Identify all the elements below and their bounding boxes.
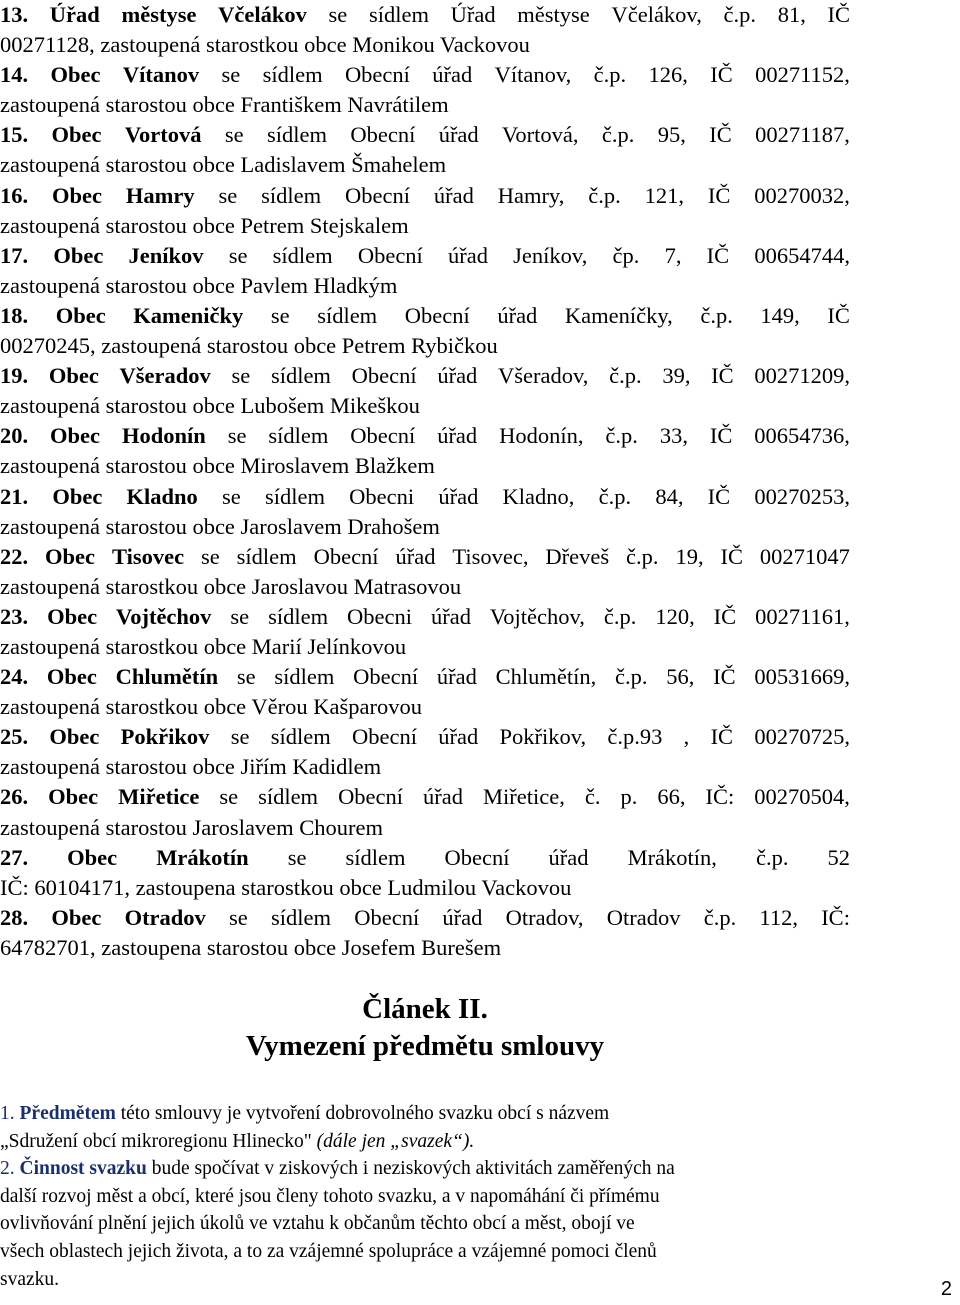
member-detail-word: IČ	[707, 182, 731, 208]
member-name-word: 25.	[0, 724, 29, 750]
paragraph-2-line: další rozvoj měst a obcí, které jsou členy tohoto svazku, a v napomáhání či přímému	[0, 1185, 660, 1207]
member-detail-word: č.p.	[626, 543, 659, 569]
member-detail-word: č.p.	[603, 603, 637, 629]
member-detail-word: úřad	[423, 784, 464, 810]
paragraph-2-line: všech oblastech jejich života, a to za vzájemné spolupráce a vzájemné pomoci členů	[0, 1240, 657, 1262]
member-name-word: městyse	[121, 2, 197, 27]
paragraph-2-line-1: bude spočívat v ziskových i neziskových aktivitách zaměřených na	[146, 1158, 675, 1180]
member-entry-line-2: zastoupená starostou obce Jaroslavem Drahošem	[0, 513, 440, 539]
member-detail-word: sídlem	[266, 122, 327, 148]
member-detail-word: IČ	[713, 664, 736, 690]
member-detail-word: 00654744,	[754, 242, 850, 268]
member-detail-word: sídlem	[262, 62, 323, 88]
member-detail-word: Úřad	[450, 2, 496, 27]
member-detail-word: 33,	[659, 423, 688, 449]
member-name-word: Obec	[50, 62, 101, 88]
member-detail-word: úřad	[497, 302, 538, 328]
member-detail-word: č.p.	[755, 844, 789, 870]
member-detail-word: sídlem	[317, 302, 378, 328]
member-name-word: Obec	[47, 603, 98, 629]
member-detail-word: 00271187,	[755, 122, 850, 148]
member-detail-word: IČ	[711, 363, 734, 389]
member-detail-word: městyse	[517, 2, 590, 27]
member-name-word: 21.	[0, 483, 29, 509]
member-detail-word: sídlem	[270, 363, 331, 389]
member-name-word: Obec	[49, 724, 100, 750]
member-detail-word: IČ	[720, 543, 743, 569]
member-name-word: 15.	[0, 122, 29, 148]
member-entry-line-1	[0, 782, 850, 812]
member-name-word: Obec	[51, 904, 102, 930]
paragraph-2-line: svazku.	[0, 1268, 60, 1290]
member-name-word: 22.	[0, 543, 29, 569]
member-entry-line-1	[0, 301, 850, 331]
member-detail-word: sídlem	[271, 904, 331, 930]
member-detail-word: 66,	[657, 784, 686, 810]
member-detail-word: úřad	[548, 844, 589, 870]
member-name-word: 18.	[0, 302, 29, 328]
member-detail-word: 00270032,	[754, 182, 850, 208]
member-detail-word: se	[224, 122, 244, 148]
member-detail-word: 126,	[648, 62, 688, 88]
member-detail-word: sídlem	[268, 603, 329, 629]
paragraph-1-number: 1.	[0, 1103, 20, 1124]
member-detail-word: úřad	[437, 363, 478, 389]
member-detail-word: se	[287, 844, 307, 870]
member-name-word: 14.	[0, 62, 29, 88]
member-detail-word: IČ	[709, 122, 732, 148]
member-detail-word: úřad	[442, 904, 483, 930]
member-name-word: Mrákotín	[156, 844, 249, 870]
member-name-word: 13.	[0, 2, 29, 27]
member-entry-line-2: zastoupená starostou obce Petrem Stejskalem	[0, 212, 409, 238]
member-detail-word: sídlem	[261, 182, 322, 208]
member-detail-word: IČ	[710, 724, 734, 750]
member-detail-word: Obecní	[354, 904, 420, 930]
member-detail-word: se	[231, 363, 251, 389]
member-detail-word: IČ	[710, 62, 733, 88]
member-detail-word: sídlem	[272, 242, 333, 268]
member-detail-word: Vojtěchov,	[489, 603, 585, 629]
member-name-word: 27.	[0, 844, 29, 870]
member-detail-word: se	[230, 724, 250, 750]
member-detail-word: Chlumětín,	[495, 664, 597, 690]
paragraph-2-line: ovlivňování plnění jejich úkolů ve vztahu k občanům těchto obcí a měst, obojí ve	[0, 1213, 635, 1235]
member-entry-line-2: zastoupená starostou obce Miroslavem Blažkem	[0, 453, 435, 479]
member-detail-word: 00271047	[759, 543, 850, 569]
member-name-word: 20.	[0, 423, 29, 449]
member-name-word: Tisovec	[111, 543, 185, 569]
member-name-word: Hodonín	[121, 423, 206, 449]
member-detail-word: Obecni	[349, 483, 415, 509]
member-detail-word: 39,	[662, 363, 691, 389]
member-name-word: Miřetice	[118, 784, 200, 810]
member-detail-word: č.p.	[598, 483, 632, 509]
paragraph-1-line-1	[0, 1100, 609, 1128]
member-name-word: Obec	[67, 844, 118, 870]
member-detail-word: 95,	[657, 122, 686, 148]
member-detail-word: se	[227, 423, 247, 449]
member-detail-word: p.	[620, 784, 638, 810]
member-detail-word: Jeníkov,	[513, 242, 588, 268]
member-detail-word: Obecní	[351, 724, 417, 750]
member-detail-word: č.p.	[703, 904, 737, 930]
member-detail-word: úřad	[438, 724, 479, 750]
member-detail-word: se	[229, 904, 248, 930]
member-detail-word: Včelákov,	[611, 2, 702, 27]
member-name-word: 17.	[0, 242, 29, 268]
member-detail-word: Miřetice,	[483, 784, 565, 810]
member-name-word: Vítanov	[122, 62, 200, 88]
member-detail-word: sídlem	[345, 844, 406, 870]
member-detail-word: Obecni	[347, 603, 413, 629]
member-detail-word: úřad	[432, 62, 473, 88]
article-heading: Článek II.	[362, 993, 488, 1025]
article-subheading: Vymezení předmětu smlouvy	[245, 1030, 605, 1062]
member-detail-word: Obecní	[353, 664, 419, 690]
member-detail-word: Obecní	[404, 302, 470, 328]
member-detail-word: č.p.	[614, 664, 648, 690]
member-entry-line-1	[0, 421, 850, 451]
member-name-word: Obec	[48, 363, 99, 389]
paragraph-2-number: 2.	[0, 1158, 20, 1180]
member-detail-word: IČ	[709, 423, 733, 449]
member-detail-word: IČ	[706, 242, 730, 268]
member-detail-word: IČ	[713, 603, 737, 629]
member-detail-word: 00531669,	[754, 664, 850, 690]
member-detail-word: sídlem	[264, 483, 325, 509]
member-detail-word: úřad	[436, 664, 477, 690]
member-detail-word: 120,	[655, 603, 695, 629]
member-detail-word: č.p.	[605, 423, 638, 449]
member-detail-word: se	[228, 242, 248, 268]
member-detail-word: 00271152,	[755, 62, 850, 88]
member-detail-word: se	[222, 483, 241, 509]
member-entry-line-1	[0, 241, 850, 271]
member-name-word: Obec	[50, 423, 101, 449]
member-detail-word: se	[219, 784, 239, 810]
member-detail-word: Obecní	[344, 182, 410, 208]
member-detail-word: Kladno,	[502, 483, 575, 509]
member-detail-word: sídlem	[270, 724, 331, 750]
member-name-word: Obec	[51, 122, 102, 148]
member-name-word: Obec	[46, 664, 97, 690]
member-name-word: Pokřikov	[120, 724, 210, 750]
member-detail-word: č.p.	[601, 122, 635, 148]
member-detail-word: sídlem	[274, 664, 335, 690]
member-entry-line-2: 00270245, zastoupená starostou obce Petrem Rybičkou	[0, 333, 498, 359]
member-entry-line-2: zastoupená starostkou obce Věrou Kašparovou	[0, 694, 422, 720]
member-detail-word: Mrákotín,	[627, 844, 717, 870]
member-detail-word: se	[218, 182, 238, 208]
member-name-word: 24.	[0, 664, 29, 690]
member-entry-line-2: zastoupená starostou obce Jiřím Kadidlem	[0, 754, 382, 780]
member-detail-word: 7,	[664, 242, 682, 268]
member-entry-line-2: zastoupená starostou obce Pavlem Hladkým	[0, 272, 398, 298]
member-detail-word: Obecní	[344, 62, 410, 88]
member-detail-word: Obecní	[350, 122, 416, 148]
member-entry-line-1	[0, 0, 850, 30]
member-detail-word: Obecní	[338, 784, 404, 810]
member-detail-word: sídlem	[236, 543, 297, 569]
member-detail-word: úřad	[437, 423, 478, 449]
member-entry-line-1	[0, 903, 850, 933]
member-name-word: Včelákov	[218, 2, 307, 27]
member-entry-line-2: 00271128, zastoupená starostkou obce Monikou Vackovou	[0, 32, 530, 58]
member-entry-line-2: IČ: 60104171, zastoupena starostkou obce Ludmilou Vackovou	[0, 874, 572, 900]
member-name-word: 19.	[0, 363, 29, 389]
member-detail-word: úřad	[438, 122, 479, 148]
member-detail-word: č.p.	[593, 62, 627, 88]
member-detail-word: 00270725,	[754, 724, 850, 750]
member-entry-line-1	[0, 482, 850, 512]
member-detail-word: 84,	[655, 483, 684, 509]
member-detail-word: 00271161,	[755, 603, 850, 629]
member-detail-word: IČ:	[705, 784, 735, 810]
member-detail-word: Pokřikov,	[499, 724, 587, 750]
paragraph-2	[0, 1155, 853, 1183]
member-detail-word: se	[236, 664, 256, 690]
member-detail-word: sídlem	[268, 423, 329, 449]
member-detail-word: IČ	[707, 483, 731, 509]
member-detail-word: Otradov	[606, 904, 681, 930]
member-detail-word: 00271209,	[754, 363, 850, 389]
paragraph-1-italic: (dále jen „svazek“).	[316, 1130, 475, 1152]
member-detail-word: sídlem	[368, 2, 429, 27]
member-detail-word: Vortová,	[502, 122, 579, 148]
member-detail-word: 121,	[644, 182, 684, 208]
member-detail-word: 00270504,	[754, 784, 850, 810]
member-detail-word: Vítanov,	[494, 62, 572, 88]
member-detail-word: Hamry,	[497, 182, 565, 208]
member-entry-line-2: zastoupená starostkou obce Jaroslavou Matrasovou	[0, 573, 462, 599]
member-detail-word: úřad	[430, 603, 471, 629]
member-detail-word: 19,	[675, 543, 704, 569]
member-detail-word: čp.	[612, 242, 640, 268]
member-name-word: Obec	[52, 182, 102, 208]
member-entry-line-2: zastoupená starostou obce Ladislavem Šmahelem	[0, 152, 447, 178]
member-detail-word: 00654736,	[754, 423, 850, 449]
member-detail-word: č.p.	[700, 302, 733, 328]
member-entry-line-2: zastoupená starostou obce Lubošem Mikeškou	[0, 393, 420, 419]
member-detail-word: Všeradov,	[498, 363, 589, 389]
member-name-word: Obec	[52, 483, 103, 509]
member-entry-line-1	[0, 181, 850, 211]
member-detail-word: Otradov,	[505, 904, 584, 930]
member-detail-word: se	[270, 302, 290, 328]
paragraph-1-continuation	[0, 1128, 853, 1156]
member-detail-word: úřad	[433, 182, 474, 208]
member-detail-word: č.p.	[723, 2, 757, 27]
member-detail-word: se	[200, 543, 220, 569]
member-detail-word: 149,	[760, 302, 800, 328]
member-name-word: 16.	[0, 182, 29, 208]
member-detail-word: Obecní	[350, 423, 416, 449]
member-detail-word: Tisovec,	[452, 543, 529, 569]
member-entry-line-1	[0, 120, 850, 150]
paragraph-2-keyword: Činnost svazku	[19, 1158, 147, 1180]
member-name-word: Otradov	[124, 904, 206, 930]
member-detail-word: Kameníčky,	[564, 302, 673, 328]
member-detail-word: Obecní	[313, 543, 379, 569]
paragraph-1-keyword: Předmětem	[19, 1103, 116, 1124]
member-detail-word: Obecní	[351, 363, 417, 389]
member-entry-line-1	[0, 542, 850, 572]
member-detail-word: úřad	[448, 242, 488, 268]
member-name-word: Obec	[45, 543, 96, 569]
paragraph-1-text-2: „Sdružení obcí mikroregionu Hlinecko"	[0, 1130, 317, 1152]
member-detail-word: úřad	[395, 543, 436, 569]
member-detail-word: se	[328, 2, 348, 27]
member-name-word: Obec	[53, 242, 104, 268]
article-body	[0, 1100, 853, 1293]
member-entry-line-2: 64782701, zastoupena starostou obce Josefem Burešem	[0, 934, 502, 960]
member-name-word: Vojtěchov	[116, 603, 212, 629]
member-detail-word: úřad	[438, 483, 479, 509]
member-name-word: Obec	[48, 784, 99, 810]
member-detail-word: 00270253,	[754, 483, 850, 509]
member-name-word: Vortová	[124, 122, 202, 148]
member-detail-word: Obecní	[357, 242, 423, 268]
page-number: 2	[940, 1278, 952, 1300]
member-detail-word: 112,	[759, 904, 798, 930]
member-entry-line-1	[0, 722, 850, 752]
member-detail-word: IČ:	[821, 904, 850, 930]
member-name-word: 26.	[0, 784, 29, 810]
member-name-word: Obec	[55, 302, 106, 328]
member-detail-word: IČ	[827, 302, 850, 328]
member-entry-line-2: zastoupená starostou obce Františkem Navrátilem	[0, 92, 449, 118]
member-detail-word: č.	[584, 784, 601, 810]
member-name-word: Kameničky	[133, 302, 244, 328]
paragraph-1-text: této smlouvy je vytvoření dobrovolného svazku obcí s názvem	[115, 1103, 610, 1124]
member-name-word: Chlumětín	[115, 664, 219, 690]
member-detail-word: č.p.	[609, 363, 642, 389]
member-entry-line-1	[0, 60, 850, 90]
member-detail-word: 56,	[666, 664, 695, 690]
member-detail-word: 52	[827, 844, 850, 870]
member-entry-line-1	[0, 843, 850, 873]
member-entry-line-1	[0, 602, 850, 632]
member-detail-word: ,	[683, 724, 690, 750]
member-detail-word: IČ	[827, 2, 850, 27]
member-detail-word: č.p.93	[607, 724, 663, 750]
member-detail-word: Dřeveš	[545, 543, 610, 569]
member-name-word: 23.	[0, 603, 29, 629]
member-name-word: 28.	[0, 904, 29, 930]
member-name-word: Hamry	[125, 182, 195, 208]
member-detail-word: se	[221, 62, 241, 88]
member-detail-word: č.p.	[588, 182, 621, 208]
member-entry-line-2: zastoupená starostou Jaroslavem Chourem	[0, 814, 384, 840]
member-entry-line-1	[0, 361, 850, 391]
member-detail-word: Hodonín,	[499, 423, 584, 449]
member-name-word: Kladno	[126, 483, 198, 509]
member-entry-line-1	[0, 662, 850, 692]
member-detail-word: sídlem	[258, 784, 319, 810]
member-detail-word: se	[230, 603, 250, 629]
member-name-word: Úřad	[49, 2, 100, 27]
member-detail-word: Obecní	[444, 844, 510, 870]
member-name-word: Všeradov	[119, 363, 211, 389]
member-entry-line-2: zastoupená starostkou obce Marií Jelínkovou	[0, 633, 407, 659]
member-detail-word: 81,	[777, 2, 806, 27]
paragraph-1	[0, 1100, 853, 1128]
member-name-word: Jeníkov	[128, 242, 204, 268]
